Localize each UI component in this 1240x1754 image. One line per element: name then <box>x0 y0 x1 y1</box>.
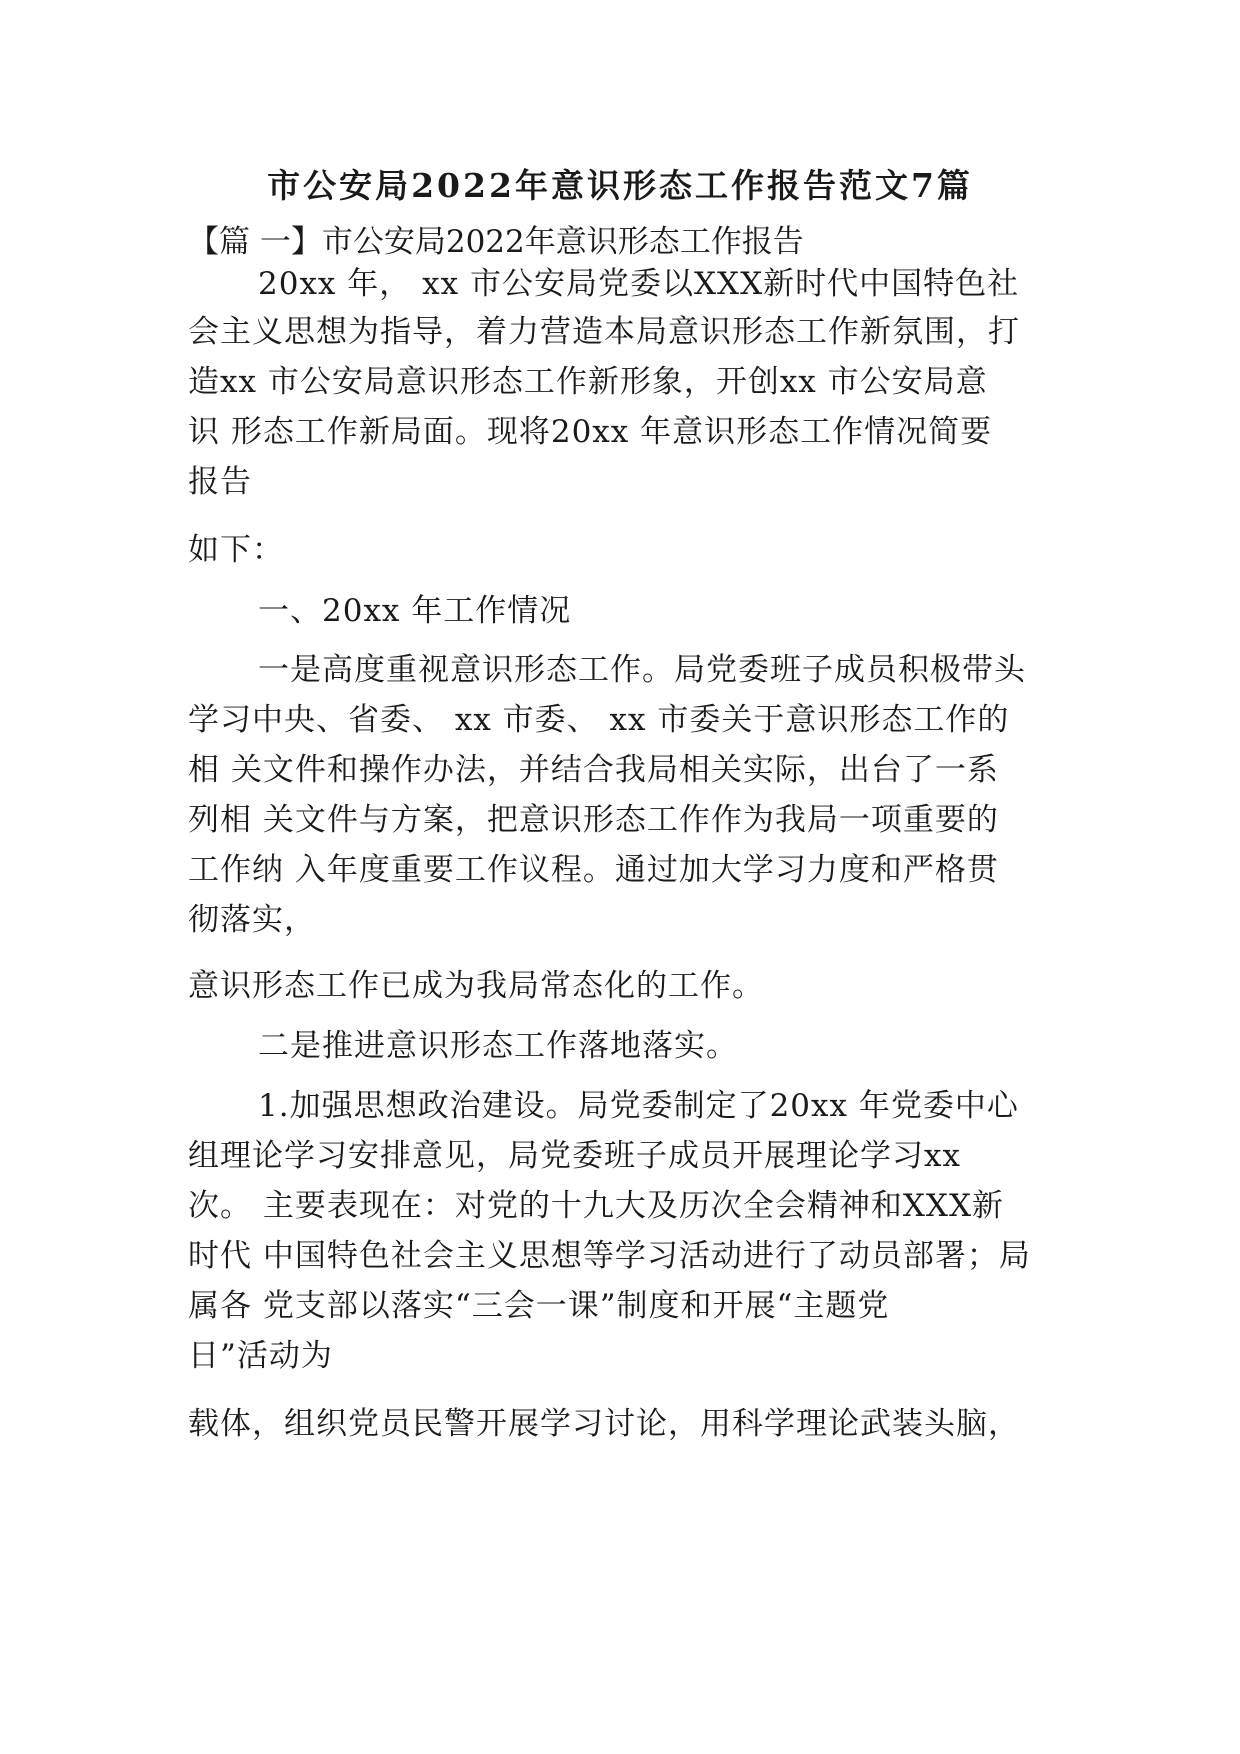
paragraph-line: 相 关文件和操作办法，并结合我局相关实际，出台了一系 <box>188 752 999 788</box>
paragraph-line: 1.加强思想政治建设。局党委制定了20xx 年党委中心 <box>258 1088 1019 1124</box>
paragraph-line: 报告 <box>188 464 252 500</box>
paragraph-line: 二是推进意识形态工作落地落实。 <box>258 1028 738 1064</box>
section-heading: 【篇 一】市公安局2022年意识形态工作报告 <box>188 224 804 260</box>
paragraph-line: 列相 关文件与方案，把意识形态工作作为我局一项重要的 <box>188 802 999 838</box>
paragraph-line: 次。 主要表现在：对党的十九大及历次全会精神和XXX新 <box>188 1188 1005 1224</box>
paragraph-line: 属各 党支部以落实“三会一课”制度和开展“主题党 <box>188 1288 890 1324</box>
paragraph-line: 造xx 市公安局意识形态工作新形象，开创xx 市公安局意 <box>188 364 988 400</box>
paragraph-line: 工作纳 入年度重要工作议程。通过加大学习力度和严格贯 <box>188 852 999 888</box>
paragraph-line: 如下： <box>188 532 284 568</box>
paragraph-line: 20xx 年， xx 市公安局党委以XXX新时代中国特色社 <box>258 266 1020 302</box>
paragraph-line: 时代 中国特色社会主义思想等学习活动进行了动员部署；局 <box>188 1238 1031 1274</box>
paragraph-line: 日”活动为 <box>188 1338 333 1374</box>
paragraph-line: 一是高度重视意识形态工作。局党委班子成员积极带头 <box>258 652 1026 688</box>
paragraph-line: 彻落实， <box>188 902 316 938</box>
paragraph-line: 载体，组织党员民警开展学习讨论，用科学理论武装头脑， <box>188 1406 1020 1442</box>
paragraph-line: 会主义思想为指导，着力营造本局意识形态工作新氛围，打 <box>188 314 1020 350</box>
section-line: 一、20xx 年工作情况 <box>258 593 572 629</box>
paragraph-line: 识 形态工作新局面。现将20xx 年意识形态工作情况简要 <box>188 414 993 450</box>
document-title: 市公安局2022年意识形态工作报告范文7篇 <box>267 166 973 205</box>
paragraph-line: 组理论学习安排意见，局党委班子成员开展理论学习xx <box>188 1138 961 1174</box>
paragraph-line: 学习中央、省委、 xx 市委、 xx 市委关于意识形态工作的 <box>188 702 1010 738</box>
paragraph-line: 意识形态工作已成为我局常态化的工作。 <box>188 968 764 1004</box>
